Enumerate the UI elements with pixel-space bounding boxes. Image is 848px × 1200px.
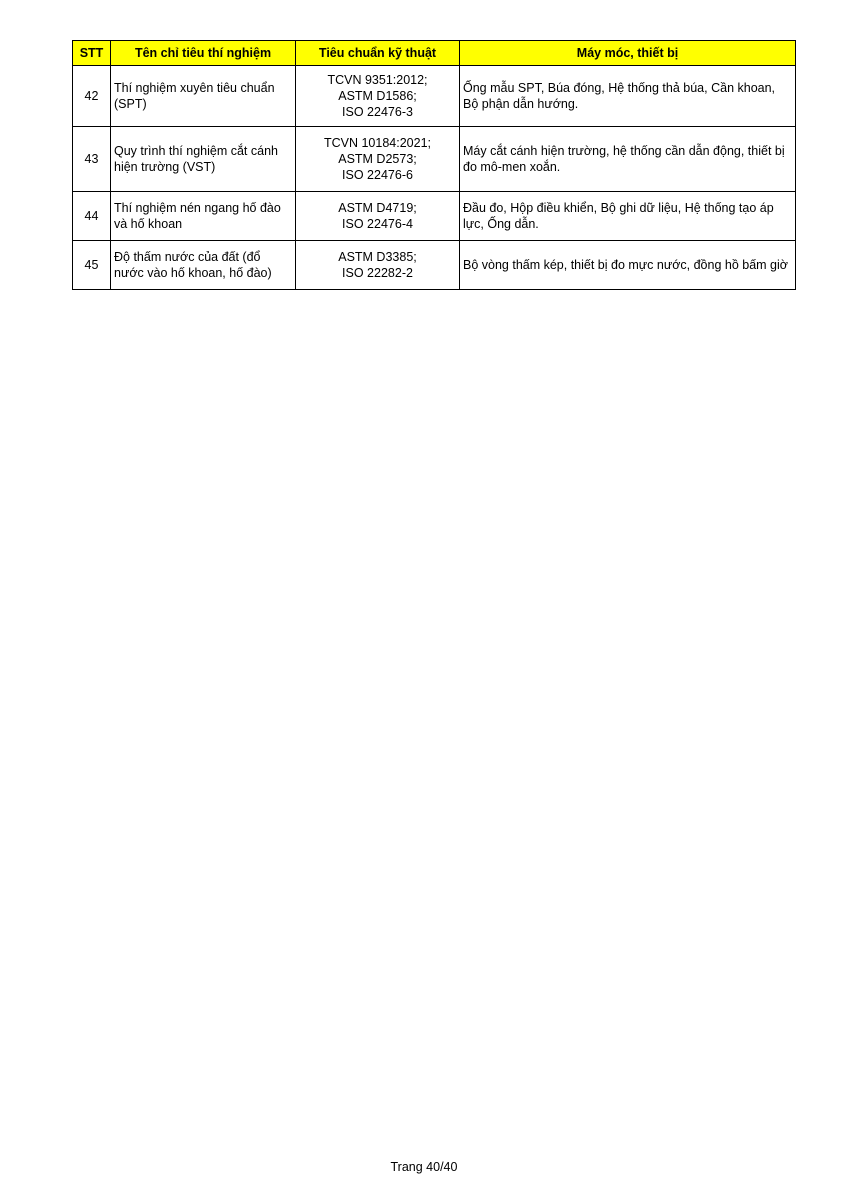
row-equipment: Máy cắt cánh hiện trường, hệ thống cần dẫn động, thiết bị đo mô-men xoắn. [460, 127, 796, 192]
header-equipment: Máy móc, thiết bị [460, 41, 796, 66]
page-number: Trang 40/40 [390, 1160, 458, 1174]
row-technical-standard [296, 66, 460, 127]
standard-line: ISO 22282-2 [342, 266, 413, 280]
row-equipment: Đầu đo, Hộp điều khiển, Bộ ghi dữ liệu, Hệ thống tạo áp lực, Ống dẫn. [460, 192, 796, 241]
standard-line: ISO 22476-3 [342, 105, 413, 119]
row-stt: 42 [73, 66, 111, 127]
header-test-name: Tên chỉ tiêu thí nghiệm [111, 41, 296, 66]
standard-line: ASTM D4719; [338, 201, 417, 215]
standard-line: ISO 22476-6 [342, 168, 413, 182]
row-equipment: Ống mẫu SPT, Búa đóng, Hệ thống thả búa, Cần khoan, Bộ phận dẫn hướng. [460, 66, 796, 127]
row-test-name: Thí nghiệm nén ngang hố đào và hố khoan [111, 192, 296, 241]
header-technical-standard: Tiêu chuẩn kỹ thuật [296, 41, 460, 66]
row-test-name: Thí nghiệm xuyên tiêu chuẩn (SPT) [111, 66, 296, 127]
row-equipment: Bộ vòng thấm kép, thiết bị đo mực nước, đồng hồ bấm giờ [460, 241, 796, 290]
table-row [73, 192, 796, 241]
header-stt: STT [73, 41, 111, 66]
standard-line: ISO 22476-4 [342, 217, 413, 231]
standard-line: TCVN 9351:2012; [327, 73, 428, 87]
test-standards-table [72, 40, 796, 290]
table-header-row [73, 41, 796, 66]
row-test-name: Quy trình thí nghiệm cắt cánh hiện trường (VST) [111, 127, 296, 192]
table-row [73, 241, 796, 290]
row-stt: 44 [73, 192, 111, 241]
standard-line: ASTM D1586; [338, 89, 417, 103]
standard-line: ASTM D3385; [338, 250, 417, 264]
row-test-name: Độ thấm nước của đất (đổ nước vào hố khoan, hố đào) [111, 241, 296, 290]
standard-line: ASTM D2573; [338, 152, 417, 166]
row-stt: 45 [73, 241, 111, 290]
table-row [73, 127, 796, 192]
row-technical-standard [296, 127, 460, 192]
row-technical-standard [296, 192, 460, 241]
table-row [73, 66, 796, 127]
row-technical-standard [296, 241, 460, 290]
row-stt: 43 [73, 127, 111, 192]
standard-line: TCVN 10184:2021; [323, 136, 431, 150]
